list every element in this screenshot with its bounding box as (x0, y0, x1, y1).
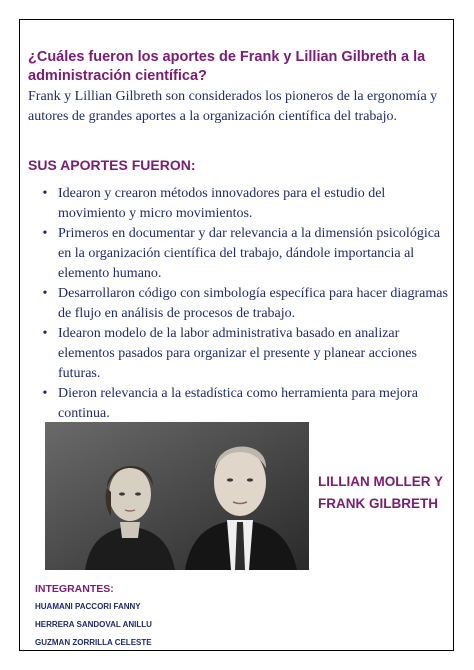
document-title: ¿Cuáles fueron los aportes de Frank y Lillian Gilbreth a la administración científica? (28, 49, 426, 84)
list-item-text: Dieron relevancia a la estadística como herramienta para mejora continua. (58, 386, 418, 421)
list-item-text: Primeros en documentar y dar relevancia a la dimensión psicológica en la organización científica del trabajo, dándole importancia al elemento humano. (58, 226, 441, 281)
contributions-list (38, 184, 454, 424)
list-item (38, 224, 454, 284)
bullet-icon: • (42, 386, 48, 401)
portrait-illustration (45, 422, 309, 570)
bullet-icon: • (42, 226, 48, 241)
list-item-text: Idearon y crearon métodos innovadores para el estudio del movimiento y micro movimientos. (58, 186, 386, 221)
member-name: HERRERA SANDOVAL ANILLU (35, 620, 152, 629)
list-item (38, 384, 454, 424)
members-list (35, 602, 152, 656)
list-item-text: Desarrollaron código con simbología específica para hacer diagramas de flujo en análisis de procesos de trabajo. (58, 286, 448, 321)
member-name: HUAMANI PACCORI FANNY (35, 602, 141, 611)
contributions-heading: SUS APORTES FUERON: (28, 157, 196, 173)
list-item-text: Idearon modelo de la labor administrativa basado en analizar elementos pasados para organizar el presente y planear acciones futuras. (58, 326, 417, 381)
bullet-icon: • (42, 326, 48, 341)
list-item (38, 284, 454, 324)
list-item (38, 324, 454, 384)
member-name: GUZMAN ZORRILLA CELESTE (35, 638, 152, 647)
gilbreth-portrait-photo (45, 422, 309, 570)
members-heading: INTEGRANTES: (35, 583, 114, 595)
bullet-icon: • (42, 186, 48, 201)
bullet-icon: • (42, 286, 48, 301)
list-item (38, 184, 454, 224)
portrait-caption: LILLIAN MOLLER Y FRANK GILBRETH (318, 474, 443, 511)
intro-paragraph: Frank y Lillian Gilbreth son considerados los pioneros de la ergonomía y autores de grandes aportes a la organización científica del trabajo. (28, 89, 438, 124)
